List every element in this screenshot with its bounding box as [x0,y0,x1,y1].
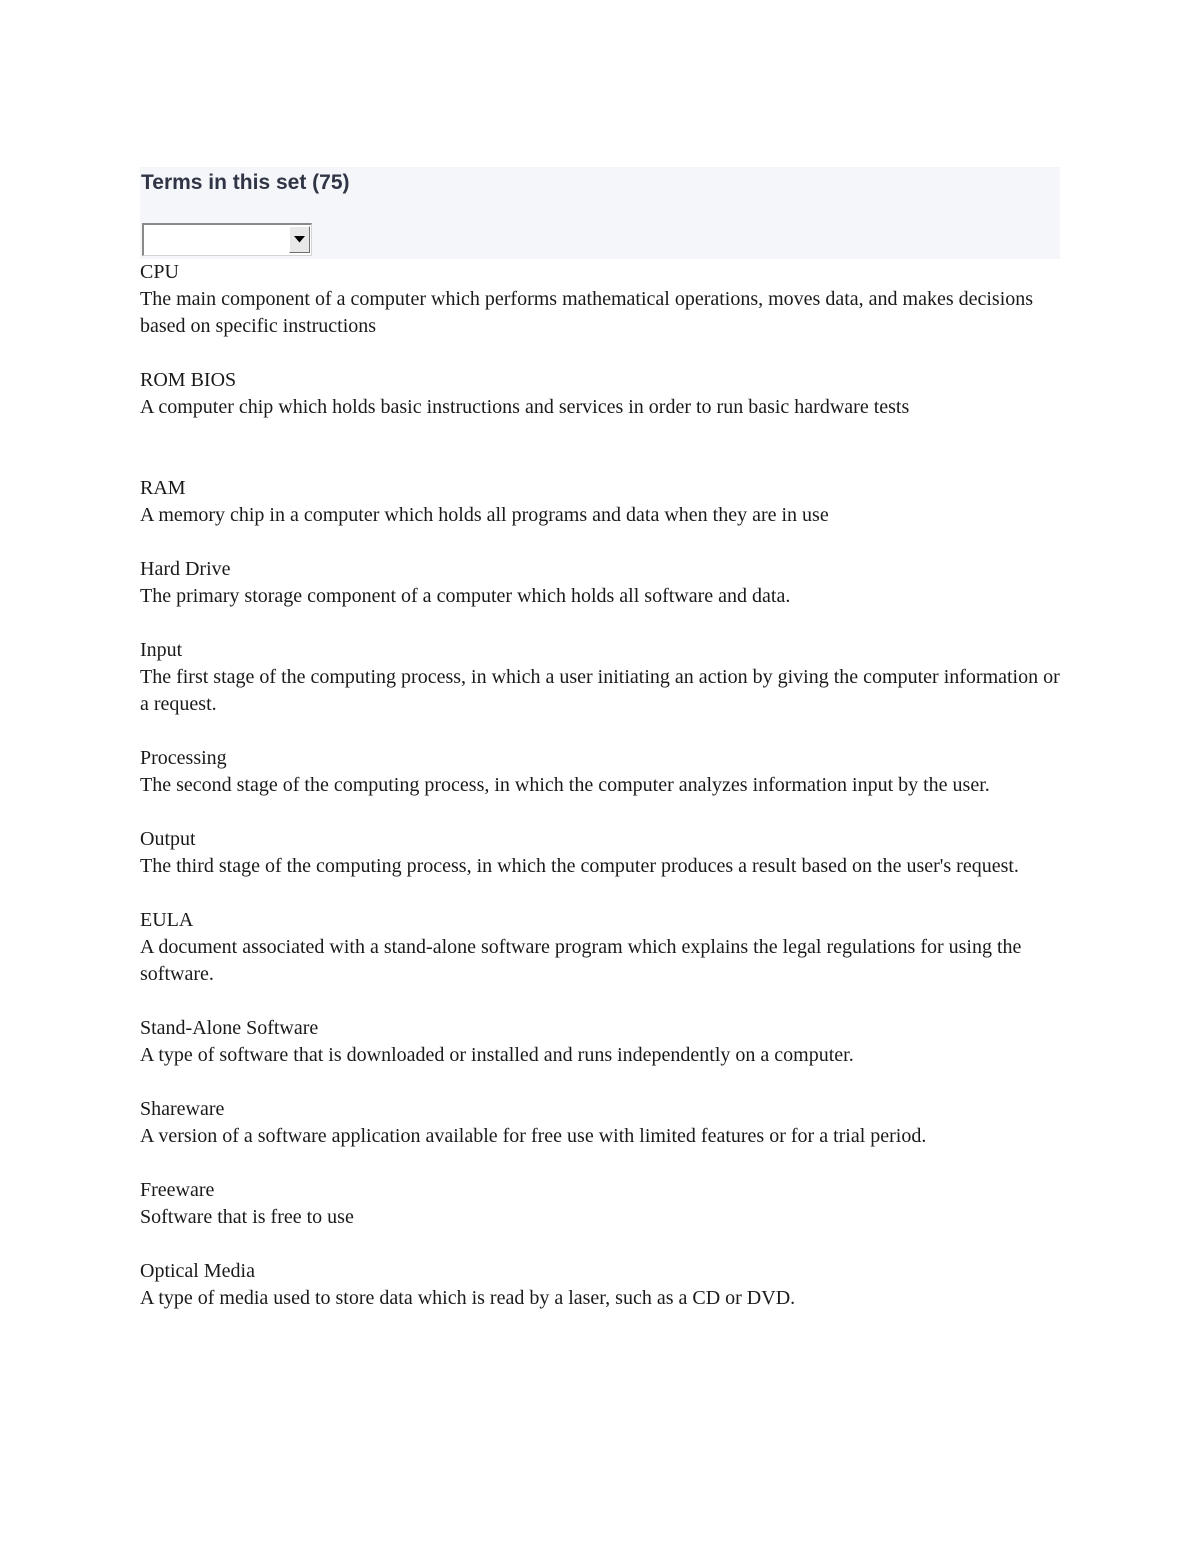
chevron-down-icon [294,236,305,243]
term-word: Shareware [140,1098,225,1120]
term-word: RAM [140,477,186,499]
term-word: EULA [140,909,194,931]
term-definition: A memory chip in a computer which holds all programs and data when they are in use [140,504,829,526]
term-definition: A type of software that is downloaded or installed and runs independently on a computer. [140,1044,854,1066]
term-item [140,745,1060,799]
term-definition: The third stage of the computing process, in which the computer produces a result based on the user's request. [140,855,1019,877]
term-word: Processing [140,747,227,769]
term-definition: A computer chip which holds basic instructions and services in order to run basic hardware tests [140,396,910,418]
term-word: CPU [140,261,179,283]
term-list [140,259,1060,1312]
term-item [140,907,1060,988]
term-item [140,259,1060,340]
term-item [140,475,1060,529]
term-word: Optical Media [140,1260,255,1282]
term-definition: A document associated with a stand-alone software program which explains the legal regulations for using the software. [140,936,1022,985]
dropdown-button[interactable] [289,226,310,253]
term-item [140,1015,1060,1069]
term-definition: The main component of a computer which performs mathematical operations, moves data, and makes decisions based on specific instructions [140,288,1034,337]
term-definition: A type of media used to store data which is read by a laser, such as a CD or DVD. [140,1287,796,1309]
term-word: Stand-Alone Software [140,1017,319,1039]
term-definition: The primary storage component of a computer which holds all software and data. [140,585,791,607]
term-select-dropdown[interactable] [142,223,312,256]
term-item [140,637,1060,718]
term-item [140,1096,1060,1150]
term-item [140,1177,1060,1231]
term-item [140,1258,1060,1312]
term-definition: The second stage of the computing process, in which the computer analyzes information input by the user. [140,774,990,796]
term-word: ROM BIOS [140,369,237,391]
term-word: Output [140,828,196,850]
term-word: Input [140,639,183,661]
term-definition: Software that is free to use [140,1206,354,1228]
term-word: Hard Drive [140,558,231,580]
term-definition: The first stage of the computing process, in which a user initiating an action by giving the computer information or a request. [140,666,1060,715]
term-item [140,367,1060,421]
term-item [140,556,1060,610]
set-title: Terms in this set (75) [141,171,350,194]
set-header [140,167,1060,259]
term-definition: A version of a software application available for free use with limited features or for a trial period. [140,1125,927,1147]
term-word: Freeware [140,1179,215,1201]
terms-page [140,167,1060,1339]
term-item [140,826,1060,880]
